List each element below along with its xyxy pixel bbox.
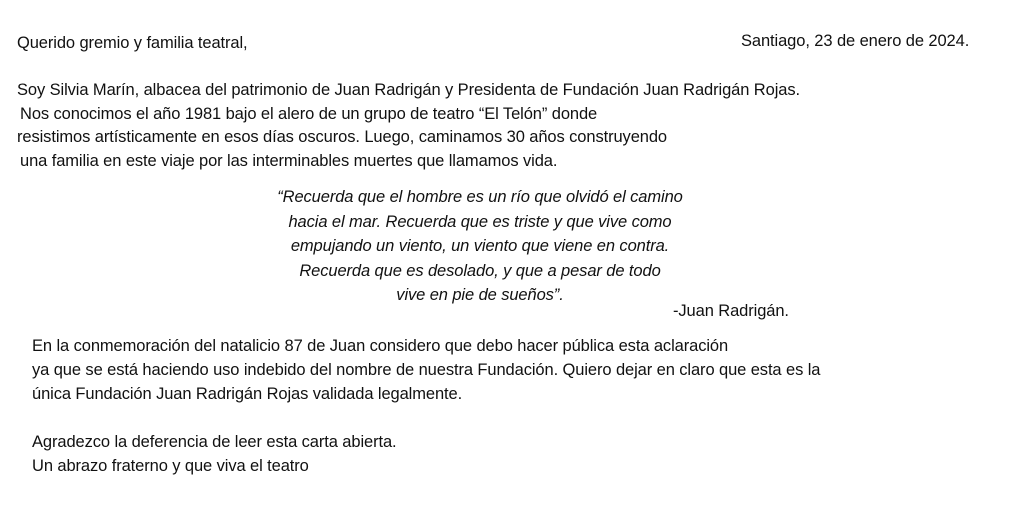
quote-line-5: vive en pie de sueños”. [396,286,564,304]
intro-line-4: una familia en este viaje por las interminables muertes que llamamos vida. [20,152,558,170]
intro-line-2: Nos conocimos el año 1981 bajo el alero de un grupo de teatro “El Telón” donde [20,105,598,123]
closing-line-1: Agradezco la deferencia de leer esta carta abierta. [32,433,397,451]
quote-line-1: “Recuerda que el hombre es un río que olvidó el camino [277,188,683,206]
intro-line-3: resistimos artísticamente en esos días oscuros. Luego, caminamos 30 años construyendo [17,128,668,146]
quote-line-4: Recuerda que es desolado, y que a pesar de todo [299,262,661,280]
body-line-1: En la conmemoración del natalicio 87 de Juan considero que debo hacer pública esta aclaración [32,337,729,355]
quote-author: -Juan Radrigán. [673,302,789,320]
body-line-2: ya que se está haciendo uso indebido del nombre de nuestra Fundación. Quiero dejar en claro que esta es la [32,361,821,379]
quote-line-2: hacia el mar. Recuerda que es triste y que vive como [288,213,672,231]
place-date: Santiago, 23 de enero de 2024. [741,32,970,50]
closing-line-2: Un abrazo fraterno y que viva el teatro [32,457,309,475]
quote-line-3: empujando un viento, un viento que viene en contra. [290,237,670,255]
greeting: Querido gremio y familia teatral, [17,34,248,52]
intro-line-1: Soy Silvia Marín, albacea del patrimonio de Juan Radrigán y Presidenta de Fundación Juan Radrigán Rojas. [17,81,800,99]
body-line-3: única Fundación Juan Radrigán Rojas validada legalmente. [32,385,463,403]
